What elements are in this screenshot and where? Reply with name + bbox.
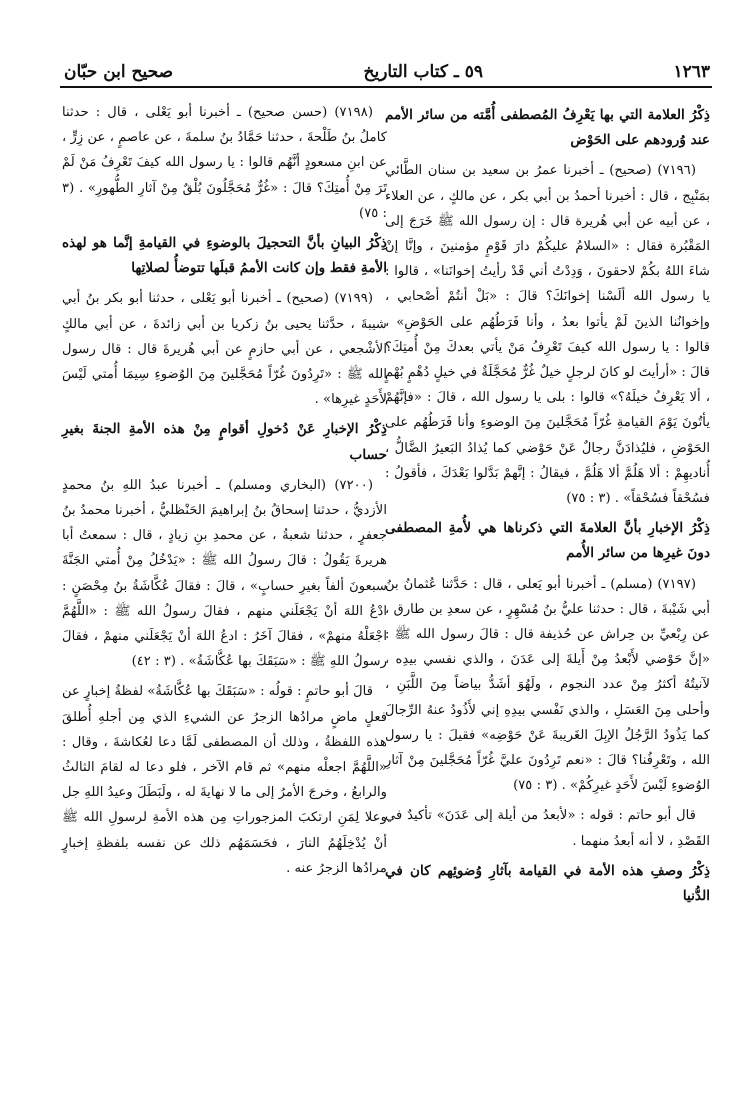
hadith-paragraph: (٧١٩٦) (صحيح) ـ أخبرنا عمرُ بن سعيد بن سنان الطَّائي بمَنْبِج ، قال : أخبرنا أحمدُ بن أبي بكر ، عن مالكٍ ، عن العلاء ، عن أبيه عن أبي هُريرة قال : إن رسول الله ﷺ خَرَجَ إلى المَقْبُرة فقال : «السلامُ عليكُمْ دارَ قَوْمٍ مؤمنينَ ، وإنَّا إنْ شاءَ اللهُ بكُمْ لاحقونَ ، وَدِدْتُ أني قَدْ رأيتُ إخوانَنا» ، قالوا : يا رسول الله ألَسْنا إخوانَكَ؟ قالَ : «بَلْ أنتُمْ أصْحابي ، وإخوانُنا الذينَ لَمْ يأتوا بعدُ ، وأنا فَرَطُهُم على الحَوْضِ» ، قالوا : يا رسول الله كيفَ تَعْرِفُ مَنْ يأتي بعدكَ مِنْ أُمتِكَ؟ قالَ : «أرأيتَ لو كانَ لرجلٍ خيلٌ غُرٌّ مُحَجَّلَةٌ في خيلٍ دُهْمٍ بُهْمٍ ، ألا يَعْرِفُ خيلَهُ؟» قالوا : بلى يا رسول الله ، قالَ : «فإنَّهُمْ يأتُونَ يَوْمَ القيامةِ غُرّاً مُحَجَّلينَ مِنَ الوضوءِ وأنا فَرَطُهُم على الحَوْضِ ، فليُذادَنَّ رجالٌ عَنْ حَوْضي كما يُذادُ البَعيرُ الضَّالُّ ، أُناديهِمْ : ألا هَلُمَّ ألا هَلُمَّ ، فيقالُ : إنَّهمْ بَدَّلوا بَعْدَكَ ، فأقولُ : فسُحْقاً فسُحْقاً» . (٣ : ٧٥) (385, 163, 710, 507)
page-header (64, 52, 710, 82)
header-divider (60, 86, 712, 88)
book-title: صحيح ابن حبّان (64, 62, 174, 82)
chapter-title: ٥٩ ـ كتاب التاريخ (363, 62, 484, 82)
section-heading: ذِكْرُ البيانِ بأنَّ التحجيلَ بالوضوءِ في القيامةِ إنَّما هو لهذه الأمةِ فقط وإن كانت الأممُ قبلَها تتوضأُ لصلاتِها (62, 235, 387, 277)
commentary-paragraph: قال أبو حاتم : قوله : «لأبعدُ من أيلة إلى عَدَنَ» تأكيدٌ في القَصْدِ ، لا أنه أبعدُ منهما . (385, 808, 710, 849)
right-column (385, 100, 710, 914)
hadith-paragraph: (٧١٩٧) (مسلم) ـ أخبرنا أبو يَعلى ، قال : حَدَّثنا عُثمانُ بنُ أبي شَيْبةَ ، قال : حدثنا عليُّ بنُ مُسْهِرٍ ، عن سعدِ بن طارق ، عن رِبْعيِّ بن حِراش عن حُذيفة قال : قالَ رسول الله ﷺ : «إنَّ حَوْضي لأَبْعدُ مِنْ أَيلةَ إلى عَدَنَ ، والذي نفسي بيدِه ، لآنيتُهُ أكثرُ مِنْ عدد النجوم ، ولَهُوَ أشَدُّ بياضاً مِنَ اللَّبَنِ ، وأحلى مِنَ العَسَلِ ، والذي نَفْسي بيدِهِ إني لأَذُودُ عنهُ الرِّجالَ كما يَذُودُ الرَّجُلُ الإبِلَ الغَريبةَ عَنْ حَوْضِه» فقيلَ : يا رسول الله ، وتَعْرِفُنا؟ قالَ : «نعم تَرِدُونَ عليَّ غُرّاً مُحَجَّلينَ مِنْ آثارِ الوُضوءِ لَيْسَ لأَحَدٍ غيرِكُمْ» . (٣ : ٧٥) (385, 576, 710, 794)
section-heading: ذِكْرُ وصفِ هذه الأمة في القيامة بآثارِ وُضوئِهم كان في الدُّنيا (385, 862, 710, 905)
section-heading: ذِكْرُ العلامة التي بها يَعْرِفُ المُصطفى أُمَّته من سائر الأمم عند وُرودهم على الحَوْض (385, 107, 710, 149)
section-heading: ذِكْرُ الإخبارِ بأنَّ العلامةَ التي ذكرناها هي لأُمةِ المصطفى دونَ غيرِها من سائر الأُمم (385, 520, 710, 562)
hadith-paragraph: (٧١٩٨) (حسن صحيح) ـ أخبرنا أبو يَعْلى ، قال : حدثنا كاملُ بنُ طَلْحةَ ، حدثنا حَمَّادُ بنُ سلمةَ ، عن عاصمٍ ، عن زِرٍّ ، عن ابنِ مسعودٍ أنَّهُم قالوا : يا رسول الله كيفَ تَعْرِفُ مَنْ لَمْ تَرَ مِنْ أُمتِكَ؟ قالَ : «غُرٌّ مُحَجَّلُونَ بُلْقٌ مِنْ آثارِ الطُّهورِ» . (٣ : ٧٥) (62, 105, 387, 221)
section-heading: ذِكْرُ الإخبارِ عَنْ دُخولِ أقوامٍ مِنْ هذه الأمةِ الجنةَ بغيرِ حساب (62, 421, 387, 463)
page-number: ١٢٦٣ (673, 62, 710, 82)
hadith-paragraph: (٧١٩٩) (صحيح) ـ أخبرنا أبو يَعْلى ، حدثنا أبو بكر بنُ أبي شيبةَ ، حدَّثنا يحيى بنُ زكريا بن أبي زائدةَ ، عن أبي مالكٍ الأشْجعي ، عن أبي حازمٍ عن أبي هُريرةَ قال : قال رسول الله ﷺ : «تَرِدُونَ غُرّاً مُحَجَّلينَ مِنَ الوُضوءِ سِيمَا أُمتي لَيْسَ لأَحَدٍ غيرِها» . (62, 291, 387, 408)
hadith-paragraph: (٧٢٠٠) (البخاري ومسلم) ـ أخبرنا عبدُ اللهِ بنُ محمدٍ الأزديُّ ، حدثنا إسحاقُ بنُ إبراهيمَ الحَنْظليُّ ، أخبرنا محمدُ بنُ جعفرٍ ، حدثنا شعبةُ ، عن محمدِ بنِ زيادٍ ، قال : سمعتُ أبا هريرةَ يَقُولُ : قالَ رسولُ الله ﷺ : «يَدْخُلُ مِنْ أُمتي الجَنَّةَ سبعونَ ألفاً بغيرِ حسابٍ» ، قالَ : فقالَ عُكَّاشَةُ بنُ مِحْصَنٍ : ادْعُ اللهَ أنْ يَجْعَلَني منهم ، فقالَ رسولُ الله ﷺ : «اللَّهُمَّ اجْعَلْهُ منهمْ» ، فقالَ آخَرُ : ادعُ اللهَ أنْ يَجْعَلَني منهمْ ، فقالَ رسولُ اللهِ ﷺ : «سَبَقَكَ بها عُكَّاشَةُ» . (٣ : ٤٢) (62, 477, 387, 670)
left-column (62, 100, 387, 886)
commentary-paragraph: قالَ أبو حاتمٍ : قولُه : «سَبَقَكَ بها عُكَّاشَةُ» لفظةُ إخبارٍ عن فعلٍ ماضٍ مرادُها الزجرُ عن الشيءِ الذي مِن أجلهِ أُطلقَ هذه اللفظةُ ، وذلك أن المصطفى لَمَّا دعا لعُكاشةَ ، وقال : «اللَّهُمَّ اجعلْه منهم» ثم قام الآخر ، فلو دعا له لقامَ الثالثُ والرابعُ ، وخرجَ الأمرُ إلى ما لا نهايةَ له ، ولَبَطَلَ وعيدُ اللهِ جل وعلا لِمَنِ ارتكبَ المزجوراتِ مِن هذه الأمةِ لرسولِ الله ﷺ أنْ يُدْخِلَهُمُ النارَ ، فحَسَمَهُم ذلك عن نفسه بلفظةِ إخبارٍ مرادُها الزجرُ عنه . (62, 684, 387, 876)
